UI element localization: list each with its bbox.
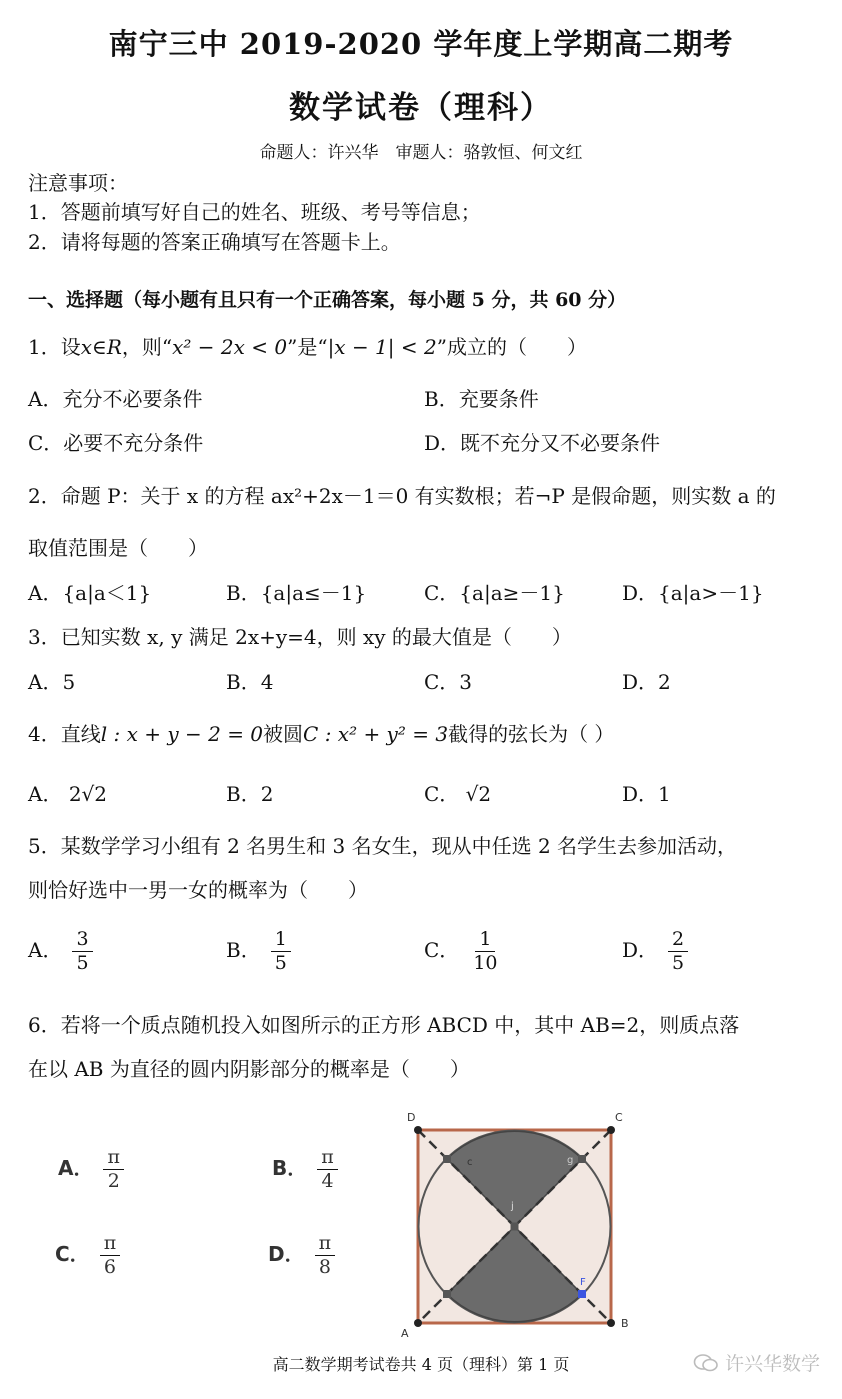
notes-heading: 注意事项： [28, 171, 128, 195]
denominator: 6 [103, 1255, 116, 1278]
q4-text: 截得的弦长为（ ） [448, 722, 615, 746]
q4-line-equation: l : x + y − 2 = 0 [100, 722, 264, 746]
q3-option-d[interactable]: D．2 [622, 670, 671, 694]
question-6-line1: 6．若将一个质点随机投入如图所示的正方形 ABCD 中，其中 AB=2，则质点落 [28, 1013, 740, 1037]
point-center [511, 1223, 519, 1231]
q1-expr2: |x − 1| < 2 [327, 335, 437, 359]
denominator: 5 [274, 951, 287, 974]
fraction [668, 928, 688, 975]
numerator: π [100, 1232, 121, 1256]
question-4 [28, 718, 614, 747]
question-5-line2: 则恰好选中一男一女的概率为（ ） [28, 878, 368, 902]
notes-item: 1．答题前填写好自己的姓名、班级、考号等信息； [28, 200, 481, 224]
q4-circle-equation: C : x² + y² = 3 [303, 722, 449, 746]
q1-number: 1．设 [28, 335, 81, 359]
label-d: D [407, 1111, 416, 1124]
vertex-d [414, 1126, 422, 1134]
q1-option-a[interactable]: A．充分不必要条件 [28, 387, 203, 411]
q3-option-c[interactable]: C．3 [424, 670, 473, 694]
label-point-g: g [567, 1155, 574, 1166]
denominator: 5 [76, 951, 89, 974]
option-label: D． [268, 1241, 305, 1266]
option-value: 1 [658, 782, 671, 806]
page-footer: 高二数学期考试卷共 4 页（理科）第 1 页 [272, 1355, 570, 1374]
q3-option-b[interactable]: B．4 [226, 670, 274, 694]
q5-option-c[interactable] [424, 928, 502, 975]
option-label: B． [226, 937, 261, 962]
option-value: 2√2 [68, 782, 108, 806]
fraction [72, 928, 92, 975]
q6-figure [395, 1105, 645, 1340]
vertex-b [607, 1319, 615, 1327]
q4-option-c[interactable] [424, 778, 491, 807]
option-label: A． [28, 782, 63, 806]
option-label: C． [424, 782, 460, 806]
q1-option-d[interactable]: D．既不充分又不必要条件 [424, 431, 661, 455]
option-value: √2 [465, 782, 492, 806]
option-label: B． [226, 782, 261, 806]
label-point-c: c [467, 1157, 473, 1168]
q4-option-b[interactable] [226, 778, 273, 807]
question-2-line1: 2．命题 P：关于 x 的方程 ax²+2x－1＝0 有实数根；若¬P 是假命题，则实数 a 的 [28, 484, 776, 508]
authors-line: 命题人：许兴华 审题人：骆敦恒、何文红 [259, 143, 583, 163]
fraction [317, 1146, 338, 1193]
watermark [693, 1349, 820, 1376]
label-point-f: F [580, 1277, 586, 1288]
numerator: π [315, 1232, 336, 1256]
q5-option-b[interactable] [226, 928, 291, 975]
label-b: B [621, 1317, 629, 1330]
numerator: 1 [271, 928, 291, 952]
q4-option-d[interactable] [622, 778, 671, 807]
numerator: π [103, 1146, 124, 1170]
numerator: 1 [475, 928, 495, 952]
point-g [578, 1155, 586, 1163]
q5-option-d[interactable] [622, 928, 688, 975]
label-point-j: j [511, 1201, 514, 1212]
label-c: C [615, 1111, 623, 1124]
q6-option-c[interactable] [55, 1232, 120, 1279]
q5-option-a[interactable] [28, 928, 93, 975]
wechat-icon [693, 1353, 719, 1373]
option-label: A． [58, 1155, 94, 1180]
q4-text: 被圆 [263, 722, 304, 746]
numerator: π [317, 1146, 338, 1170]
q2-option-a[interactable]: A．{a|a＜1} [28, 581, 152, 605]
q4-option-a[interactable] [28, 778, 107, 807]
q1-text: ”是“ [287, 335, 328, 359]
q1-option-b[interactable]: B．充要条件 [424, 387, 539, 411]
q4-text: 4．直线 [28, 722, 101, 746]
q2-option-b[interactable]: B．{a|a≤－1} [226, 581, 367, 605]
q6-option-d[interactable] [268, 1232, 335, 1279]
option-label: A． [28, 937, 63, 962]
point-f [578, 1290, 586, 1298]
q2-option-d[interactable]: D．{a|a>－1} [622, 581, 764, 605]
question-6-line2: 在以 AB 为直径的圆内阴影部分的概率是（ ） [28, 1057, 470, 1081]
denominator: 2 [107, 1169, 120, 1192]
q1-expr1: x² − 2x < 0 [172, 335, 288, 359]
denominator: 4 [321, 1169, 334, 1192]
numerator: 2 [668, 928, 688, 952]
vertex-a [414, 1319, 422, 1327]
option-label: C． [55, 1241, 90, 1266]
fraction [315, 1232, 336, 1279]
q1-option-c[interactable]: C．必要不充分条件 [28, 431, 204, 455]
notes-item: 2．请将每题的答案正确填写在答题卡上。 [28, 230, 401, 254]
q1-text: ，则“ [121, 335, 173, 359]
option-label: D． [622, 937, 659, 962]
numerator: 3 [72, 928, 92, 952]
option-label: D． [622, 782, 659, 806]
exam-subtitle: 数学试卷（理科） [289, 90, 553, 126]
question-5-line1: 5．某数学学习小组有 2 名男生和 3 名女生，现从中任选 2 名学生去参加活动， [28, 834, 738, 858]
question-2-line2: 取值范围是（ ） [28, 536, 208, 560]
option-value: 2 [260, 782, 274, 806]
section-heading: 一、选择题（每小题有且只有一个正确答案，每小题 5 分，共 60 分） [28, 289, 627, 311]
q6-option-b[interactable] [272, 1146, 338, 1193]
point-left-bottom [443, 1290, 451, 1298]
vertex-c [607, 1126, 615, 1134]
question-1 [28, 331, 587, 360]
fraction [469, 928, 501, 975]
exam-title: 南宁三中 2019-2020 学年度上学期高二期考 [108, 27, 734, 61]
fraction [271, 928, 291, 975]
q6-option-a[interactable] [58, 1146, 124, 1193]
denominator: 10 [473, 951, 498, 974]
fraction [103, 1146, 124, 1193]
option-label: C． [424, 937, 460, 962]
option-label: B． [272, 1155, 308, 1180]
denominator: 8 [318, 1255, 331, 1278]
point-c [443, 1155, 451, 1163]
watermark-text: 许兴华数学 [724, 1353, 820, 1375]
question-3: 3．已知实数 x, y 满足 2x+y=4，则 xy 的最大值是（ ） [28, 625, 572, 649]
denominator: 5 [672, 951, 685, 974]
fraction [100, 1232, 121, 1279]
q1-text: ”成立的（ ） [436, 335, 587, 359]
q2-option-c[interactable]: C．{a|a≥－1} [424, 581, 565, 605]
q1-set: x∈R [80, 335, 122, 359]
label-a: A [401, 1327, 409, 1340]
q3-option-a[interactable]: A．5 [28, 670, 76, 694]
